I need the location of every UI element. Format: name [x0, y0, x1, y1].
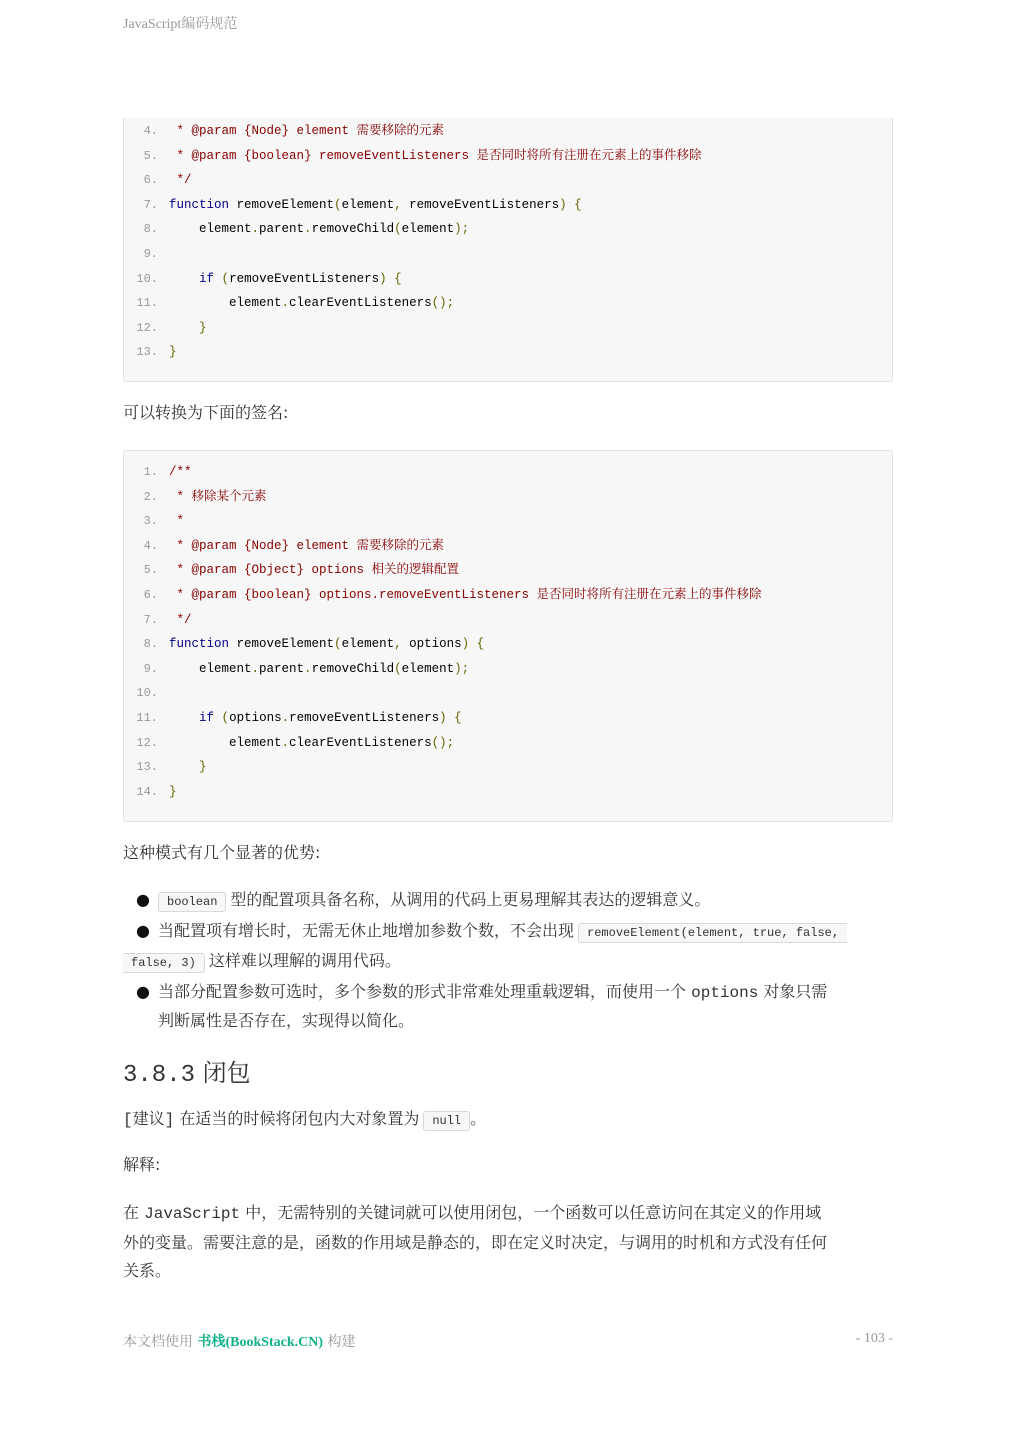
line-number: 10.: [136, 271, 158, 286]
line-number: 4.: [143, 538, 158, 553]
code-line: [124, 780, 892, 805]
line-content: function removeElement(element, options) {: [169, 637, 485, 652]
code-line: [124, 755, 892, 780]
line-number: 6.: [143, 587, 158, 602]
page-number: - 103 -: [855, 1331, 893, 1346]
code-line: [124, 267, 892, 292]
advantages-paragraph: 这种模式有几个显著的优势:: [123, 843, 321, 862]
line-content: * @param {Node} element 需要移除的元素: [169, 538, 445, 553]
options-mono: options: [691, 983, 759, 1002]
line-content: */: [169, 173, 192, 188]
line-number: 11.: [136, 710, 158, 725]
line-content: }: [169, 345, 177, 360]
line-content: }: [199, 760, 207, 775]
line-number: 11.: [136, 296, 158, 311]
line-content: if (options.removeEventListeners) {: [199, 710, 462, 725]
section-heading: [123, 1053, 251, 1089]
line-number: 9.: [143, 661, 158, 676]
suggestion-paragraph: [123, 1105, 893, 1136]
code-line: [124, 657, 892, 682]
list-item-text: 当配置项有增长时，无需无休止地增加参数个数，不会出现: [158, 920, 575, 940]
line-number: 4.: [143, 124, 158, 138]
code-line: [124, 608, 892, 633]
line-number: 14.: [136, 784, 158, 799]
explain-text: 关系。: [123, 1261, 172, 1280]
code-line: [124, 558, 892, 583]
line-content: * @param {Object} options 相关的逻辑配置: [169, 563, 460, 578]
code-line: [124, 632, 892, 657]
bullet-icon: ●: [136, 890, 150, 909]
line-number: 2.: [143, 489, 158, 504]
line-content: element.parent.removeChild(element);: [169, 222, 470, 237]
code-line: [124, 193, 892, 218]
line-number: 1.: [143, 465, 158, 479]
line-number: 7.: [143, 612, 158, 627]
footer-credit: [123, 1331, 356, 1351]
code-line: [124, 509, 892, 534]
code-line: [124, 144, 892, 169]
explain-text: 外的变量。需要注意的是，函数的作用域是静态的，即在定义时决定，与调用的时机和方式没有任何: [123, 1232, 828, 1252]
line-content: function removeElement(element, removeEventListeners) {: [169, 197, 582, 212]
line-number: 12.: [136, 320, 158, 335]
inline-code-remove-element-call-cont: false, 3): [123, 953, 205, 973]
line-content: * @param {boolean} options.removeEventListeners 是否同时将所有注册在元素上的事件移除: [169, 587, 762, 602]
suggestion-suffix: 。: [470, 1109, 487, 1128]
code-line: [124, 460, 892, 485]
explain-label: 解释:: [123, 1155, 161, 1174]
explain-text: 中，无需特别的关键词就可以使用闭包，一个函数可以任意访问在其定义的作用域: [245, 1203, 822, 1222]
code-line: [124, 731, 892, 756]
running-header: JavaScript编码规范: [123, 17, 238, 32]
footer-prefix: 本文档使用: [123, 1334, 193, 1350]
line-content: */: [169, 612, 192, 627]
suggestion-tag: [建议]: [123, 1111, 175, 1129]
footer-brand-link[interactable]: 书栈(BookStack.CN): [197, 1335, 324, 1350]
line-content: }: [169, 784, 177, 799]
list-item-text: 当部分配置参数可选时，多个参数的形式非常难处理重载逻辑，而使用一个: [158, 981, 687, 1001]
explain-paragraph: [123, 1199, 893, 1286]
line-content: element.clearEventListeners();: [169, 735, 455, 750]
list-item-text: 判断属性是否存在，实现得以简化。: [158, 1011, 415, 1030]
line-content: element.clearEventListeners();: [169, 296, 455, 311]
code-block-remove-element-v1: [123, 118, 893, 382]
code-line: [124, 485, 892, 510]
list-item: [123, 886, 893, 917]
javascript-mono: JavaScript: [144, 1205, 241, 1223]
code-line: [124, 340, 892, 365]
list-item-text: 这样难以理解的调用代码。: [208, 951, 401, 970]
code-line: [124, 681, 892, 706]
line-number: 13.: [136, 345, 158, 360]
code-line: [124, 242, 892, 267]
code-block-remove-element-v2: [123, 450, 893, 822]
code-line: [124, 217, 892, 242]
line-content: element.parent.removeChild(element);: [169, 661, 470, 676]
line-number: 5.: [143, 148, 158, 163]
line-number: 7.: [143, 197, 158, 212]
code-line: [124, 291, 892, 316]
list-item-text: 型的配置项具备名称，从调用的代码上更易理解其表达的逻辑意义。: [230, 890, 711, 909]
list-item-text: 对象只需: [763, 981, 828, 1001]
line-content: * @param {boolean} removeEventListeners 是否同时将所有注册在元素上的事件移除: [169, 148, 702, 163]
bullet-icon: ●: [136, 981, 150, 1001]
line-content: * @param {Node} element 需要移除的元素: [169, 124, 445, 138]
line-content: *: [169, 514, 185, 529]
explain-text: 在: [123, 1203, 140, 1222]
line-number: 9.: [143, 246, 158, 261]
inline-code-remove-element-call: removeElement(element, true, false,: [578, 923, 847, 943]
line-number: 5.: [143, 563, 158, 578]
line-number: 10.: [136, 686, 158, 701]
bullet-icon: ●: [136, 920, 150, 940]
footer-suffix: 构建: [327, 1334, 356, 1350]
inline-code-boolean: boolean: [158, 892, 226, 912]
code-line: [124, 534, 892, 559]
code-line: [124, 168, 892, 193]
line-number: 8.: [143, 637, 158, 652]
code-line: [124, 706, 892, 731]
line-content: }: [199, 320, 207, 335]
line-content: if (removeEventListeners) {: [199, 271, 402, 286]
line-number: 13.: [136, 760, 158, 775]
line-content: * 移除某个元素: [169, 489, 267, 504]
list-item: [123, 917, 893, 978]
advantages-list: [123, 886, 893, 1036]
line-number: 8.: [143, 222, 158, 237]
section-number: 3.8.3: [123, 1062, 196, 1089]
list-item: [123, 978, 893, 1036]
line-number: 6.: [143, 173, 158, 188]
line-number: 12.: [136, 735, 158, 750]
line-number: 3.: [143, 514, 158, 529]
code-line: [124, 583, 892, 608]
suggestion-text: 在适当的时候将闭包内大对象置为: [179, 1109, 420, 1128]
code-line: [124, 119, 892, 144]
code-line: [124, 316, 892, 341]
convert-paragraph: 可以转换为下面的签名:: [123, 403, 289, 422]
inline-code-null: null: [423, 1111, 470, 1131]
line-content: /**: [169, 465, 192, 479]
section-title: 闭包: [202, 1059, 251, 1087]
